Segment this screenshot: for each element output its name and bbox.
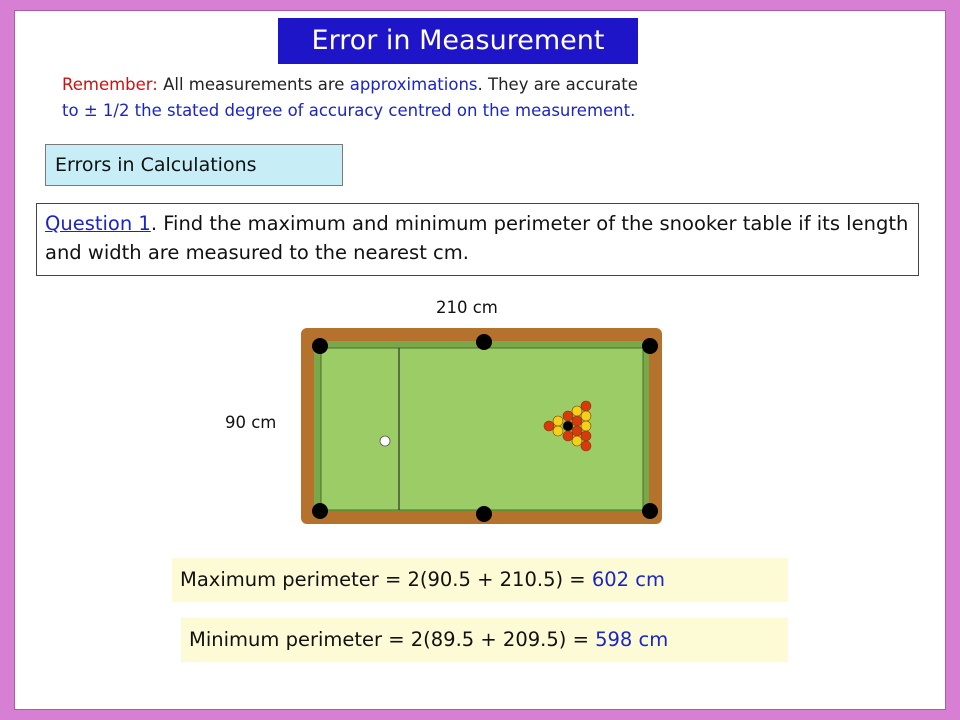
yellow-ball <box>581 411 591 421</box>
yellow-ball <box>553 416 563 426</box>
remember-text-a: All measurements are <box>157 75 350 94</box>
length-label: 210 cm <box>436 298 498 317</box>
yellow-ball <box>572 406 582 416</box>
snooker-table <box>300 322 670 528</box>
remember-to: to <box>62 101 84 120</box>
section-title: Errors in Calculations <box>45 144 343 186</box>
remember-note <box>62 72 862 124</box>
cue-ball <box>380 436 390 446</box>
pocket <box>312 503 328 519</box>
min-perimeter-text: Minimum perimeter = 2(89.5 + 209.5) = <box>189 628 596 651</box>
remember-line-2 <box>62 98 862 124</box>
red-ball <box>563 411 573 421</box>
yellow-ball <box>572 436 582 446</box>
red-ball <box>581 441 591 451</box>
black-ball <box>563 421 573 431</box>
remember-text-b: . They are accurate <box>477 75 638 94</box>
red-ball <box>572 426 582 436</box>
pocket <box>642 503 658 519</box>
min-perimeter-value: 598 cm <box>595 628 669 651</box>
max-perimeter-text: Maximum perimeter = 2(90.5 + 210.5) = <box>180 568 592 591</box>
min-perimeter-answer <box>181 618 788 662</box>
pocket <box>476 334 492 350</box>
red-ball <box>581 401 591 411</box>
max-perimeter-value: 602 cm <box>591 568 665 591</box>
red-ball <box>581 431 591 441</box>
pocket <box>476 506 492 522</box>
red-ball <box>572 416 582 426</box>
yellow-ball <box>581 421 591 431</box>
question-link[interactable]: Question 1 <box>45 212 151 235</box>
question-box <box>36 203 919 276</box>
slide-title: Error in Measurement <box>278 18 638 64</box>
table-cloth <box>321 348 643 510</box>
pocket <box>642 338 658 354</box>
plus-minus-symbol: ± <box>83 101 98 120</box>
question-text: . Find the maximum and minimum perimeter of the snooker table if its length and width are measured to the nearest cm. <box>45 212 909 264</box>
remember-line-1 <box>62 72 862 98</box>
red-ball <box>544 421 554 431</box>
max-perimeter-answer <box>172 558 788 602</box>
remember-highlight: approximations <box>349 75 478 94</box>
red-ball <box>563 431 573 441</box>
width-label: 90 cm <box>225 413 277 432</box>
pocket <box>312 338 328 354</box>
remember-line2-text: 1/2 the stated degree of accuracy centred on the measurement. <box>97 101 636 120</box>
yellow-ball <box>553 426 563 436</box>
remember-label: Remember: <box>62 75 158 94</box>
